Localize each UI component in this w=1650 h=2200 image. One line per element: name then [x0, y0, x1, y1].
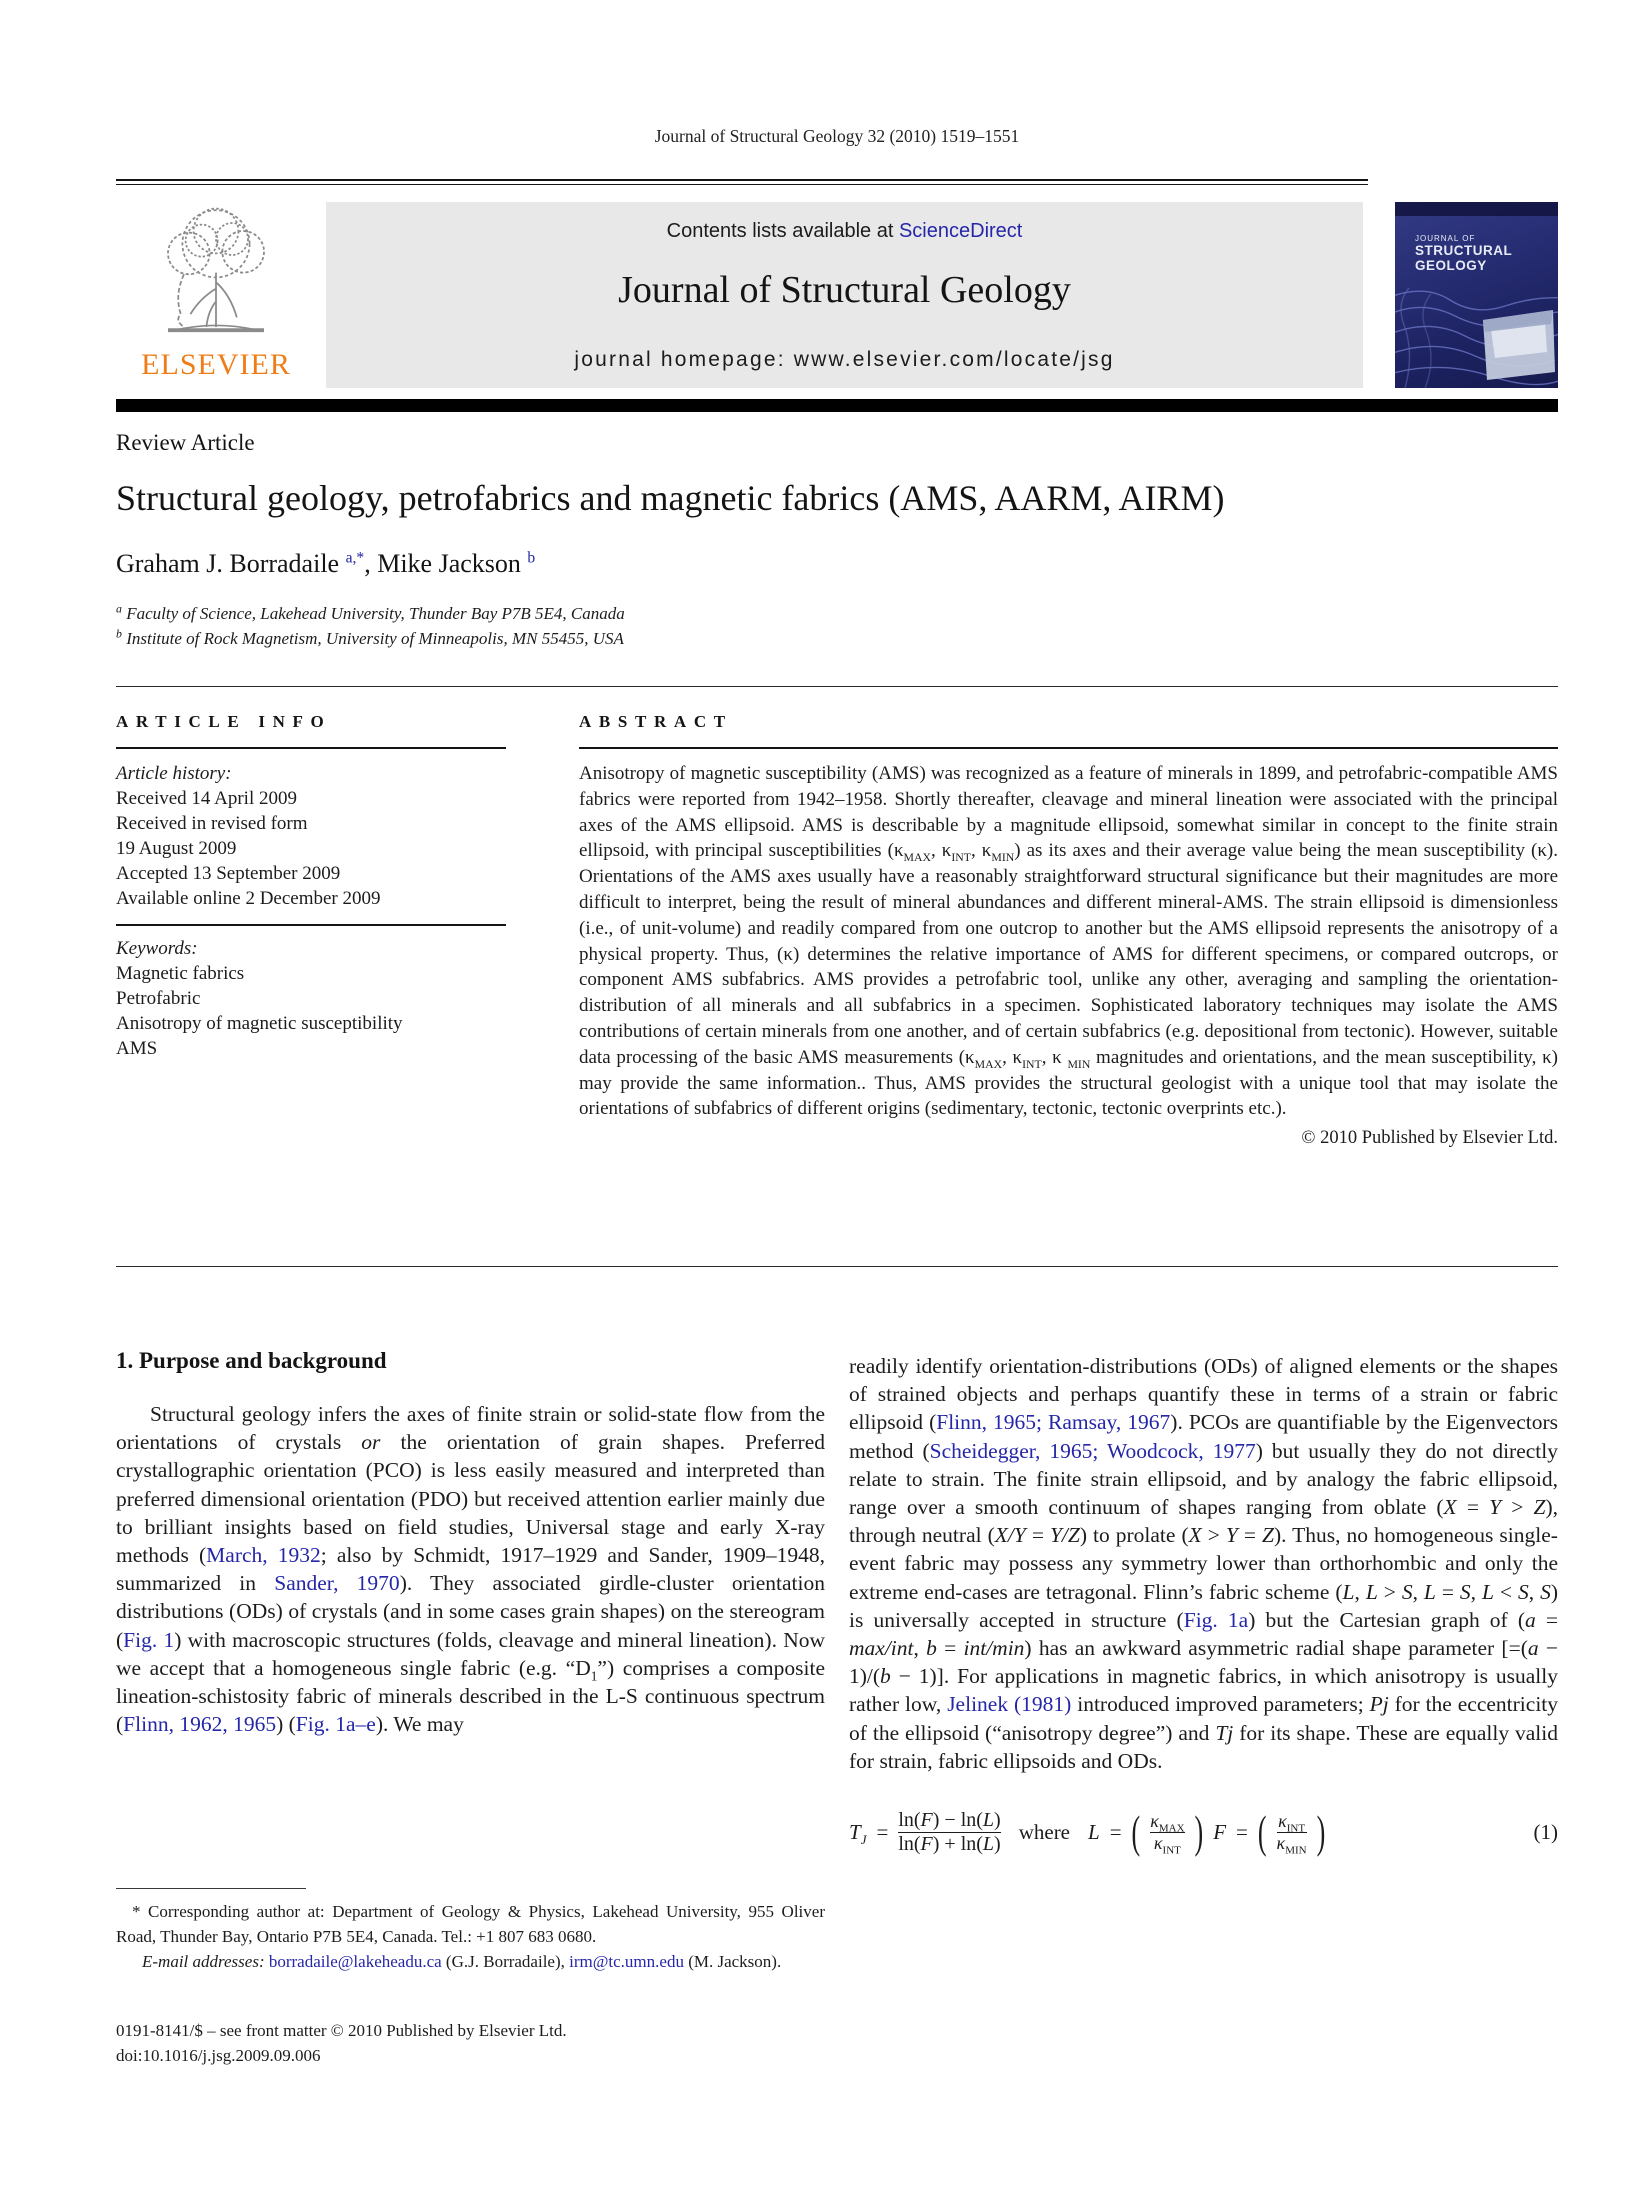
inline-link[interactable]: Fig. 1a–e	[295, 1712, 376, 1737]
left-paren: (	[1131, 1806, 1141, 1858]
elsevier-tree-icon	[136, 202, 296, 340]
inline-link[interactable]: Flinn, 1965; Ramsay, 1967	[936, 1410, 1171, 1435]
history-line: Available online 2 December 2009	[116, 888, 381, 909]
keywords-label: Keywords:	[116, 938, 198, 959]
body-column-left	[116, 1348, 825, 1738]
contents-line: Contents lists available at ScienceDirect	[666, 220, 1023, 242]
section-heading: 1. Purpose and background	[116, 1348, 387, 1373]
def-L-lhs: L	[1088, 1820, 1100, 1845]
equation-1	[849, 1806, 1558, 1858]
body-column-right	[849, 1352, 1558, 1856]
article-info-heading: ARTICLE INFO	[116, 712, 332, 731]
abstract-copyright: © 2010 Published by Elsevier Ltd.	[1301, 1128, 1558, 1149]
inline-link[interactable]: a,*	[345, 549, 365, 567]
sciencedirect-link[interactable]: ScienceDirect	[898, 220, 1023, 242]
elsevier-logo[interactable]	[116, 202, 316, 388]
footnote-rule	[116, 1888, 306, 1889]
keyword-item: Anisotropy of magnetic susceptibility	[116, 1013, 403, 1034]
inline-link[interactable]: March, 1932	[206, 1543, 321, 1568]
abstract-text: Anisotropy of magnetic susceptibility (AMS) was recognized as a feature of minerals in 1899, and petrofabric-compatible AMS fabrics were reported from 1942–1958. Shortly thereafter, cleavage and mineral lineation were associated with the principal axes of the AMS ellipsoid. AMS is describable by a magnitude ellipsoid, somewhat similar in concept to the finite strain ellipsoid, with principal susceptibilities ($\kappa_{MAX}$, $\kappa_{INT}$, $\kappa_{MIN}$) as its axes and their average value being the mean susceptibility (κ). Orientations of the AMS axes usually have a reasonably straightforward structural significance but their magnitudes are more difficult to interpret, being the result of mineral abundances and different mineral-AMS. The strain ellipsoid is dimensionless (i.e., of unit-volume) and readily compared from one outcrop to another but the AMS ellipsoid represents the anisotropy of a physical property. Thus, (κ) determines the relative importance of AMS for different specimens, or compared outcrops, or component AMS subfabrics. AMS provides a petrofabric tool, unlike any other, averaging and sampling the orientation-distribution of all minerals and all subfabrics in a specimen. Sophisticated laboratory techniques may isolate the AMS contributions of certain minerals from one another, and of certain subfabrics (e.g. depositional from tectonic). However, suitable data processing of the basic AMS measurements ($\kappa_{MAX}$, $\kappa_{INT}$, κ $_{MIN}$ magnitudes and orientations, and the mean susceptibility, κ) may provide the same information.. Thus, AMS provides the structural geologist with a unique tool that may isolate the orientations of subfabrics of different origins (sedimentary, tectonic, tectonic overprints etc.).	[579, 763, 1558, 1120]
cover-title: JOURNAL OF STRUCTURAL GEOLOGY	[1415, 234, 1513, 273]
top-double-rule	[116, 179, 1368, 185]
header-divider-bar	[116, 399, 1558, 412]
inline-link[interactable]: Fig. 1	[123, 1627, 175, 1652]
doi-line[interactable]: doi:10.1016/j.jsg.2009.09.006	[116, 2046, 321, 2065]
inline-link[interactable]: Jelinek (1981)	[947, 1692, 1072, 1717]
history-line: Received in revised form	[116, 813, 308, 834]
inline-link[interactable]: Flinn, 1962, 1965	[123, 1712, 277, 1737]
journal-cover-thumbnail[interactable]	[1395, 202, 1558, 388]
kappa-fraction-L: $\frac{\kappa_{MAX}}{\kappa_{INT}}$	[1150, 1811, 1185, 1857]
rule-above-abstract	[116, 686, 1558, 687]
main-fraction: $\frac{\ln(F) - \ln(L)}{\ln(F) + \ln(L)}$	[898, 1809, 1001, 1856]
issn-line: 0191-8141/$ – see front matter © 2010 Published by Elsevier Ltd.	[116, 2021, 567, 2040]
equals-sign: =	[1109, 1820, 1122, 1845]
cover-top-strip	[1395, 202, 1558, 216]
body-paragraph-right: readily identify orientation-distributions (ODs) of aligned elements or the shapes of strained objects and perhaps quantify these in terms of a strain or fabric ellipsoid (Flinn, 1965; Ramsay, 1967). PCOs are quantifiable by the Eigenvectors method (Scheidegger, 1965; Woodcock, 1977) but usually they do not directly relate to strain. The finite strain ellipsoid, and by analogy the fabric ellipsoid, range over a smooth continuum of shapes ranging from oblate (X = Y > Z), through neutral (X/Y = Y/Z) to prolate (X > Y = Z). Thus, no homogeneous single-event fabric may possess any symmetry lower than orthorhombic and only the extreme end-cases are tetragonal. Flinn’s fabric scheme (L, L > S, L = S, L < S, S) is universally accepted in structure (Fig. 1a) but the Cartesian graph of (a = max/int, b = int/min) has an awkward asymmetric radial shape parameter [=(a − 1)/(b − 1)]. For applications in magnetic fabrics, in which anisotropy is usually rather low, Jelinek (1981) introduced improved parameters; Pj for the eccentricity of the ellipsoid (“anisotropy degree”) and Tj for its shape. These are equally valid for strain, fabric ellipsoids and ODs.	[849, 1354, 1559, 1773]
equals-sign: =	[876, 1820, 889, 1845]
footnote-emails: E-mail addresses: borradaile@lakeheadu.ca (G.J. Borradaile), irm@tc.umn.edu (M. Jackson).	[142, 1952, 782, 1971]
history-label: Article history:	[116, 763, 232, 784]
article-title: Structural geology, petrofabrics and magnetic fabrics (AMS, AARM, AIRM)	[116, 478, 1225, 518]
journal-homepage-link[interactable]: journal homepage: www.elsevier.com/locate/jsg	[574, 348, 1115, 371]
article-info-heading-rule	[116, 747, 506, 749]
body-paragraph-left: Structural geology infers the axes of finite strain or solid-state flow from the orientations of crystals or the orientation of grain shapes. Preferred crystallographic orientation (PCO) is less easily measured and interpreted than preferred dimensional orientation (PDO) but received attention earlier mainly due to brilliant insights based on field studies, Universal stage and early X-ray methods (March, 1932; also by Schmidt, 1917–1929 and Sander, 1909–1948, summarized in Sander, 1970). They associated girdle-cluster orientation distributions (ODs) of crystals (and in some cases grain shapes) on the stereogram (Fig. 1) with macroscopic structures (folds, cleavage and mineral lineation). Now we accept that a homogeneous single fabric (e.g. “$D_1$”) comprises a composite lineation-schistosity fabric of minerals described in the L-S continuous spectrum (Flinn, 1962, 1965) (Fig. 1a–e). We may	[116, 1402, 825, 1737]
history-line: Accepted 13 September 2009	[116, 863, 341, 884]
inline-link[interactable]: irm@tc.umn.edu	[569, 1952, 684, 1971]
inline-link[interactable]: Scheidegger, 1965; Woodcock, 1977	[929, 1438, 1256, 1463]
elsevier-wordmark: ELSEVIER	[141, 348, 291, 381]
authors-line: Graham J. Borradaile $^{a,*}$, Mike Jackson $^b$	[116, 549, 536, 578]
corresponding-author-footnote	[116, 1888, 825, 1974]
inline-link[interactable]: borradaile@lakeheadu.ca	[268, 1952, 442, 1971]
right-paren: )	[1316, 1806, 1326, 1858]
affiliation-a: $^a$ Faculty of Science, Lakehead University, Thunder Bay P7B 5E4, Canada	[116, 601, 625, 623]
journal-banner	[326, 202, 1363, 388]
cover-art-pattern	[1395, 202, 1558, 388]
keywords-divider-rule	[116, 924, 506, 926]
footnote-text: * Corresponding author at: Department of Geology & Physics, Lakehead University, 955 Oliver Road, Thunder Bay, Ontario P7B 5E4, Canada. Tel.: +1 807 683 0680.	[116, 1902, 825, 1946]
def-F-lhs: F	[1213, 1820, 1227, 1845]
equation-number: (1)	[1533, 1820, 1558, 1845]
keyword-item: Magnetic fabrics	[116, 963, 245, 984]
left-paren: (	[1257, 1806, 1267, 1858]
journal-header-band	[116, 202, 1558, 388]
equation-lhs: $T_J$	[849, 1820, 867, 1848]
right-paren: )	[1194, 1806, 1204, 1858]
abstract-heading: ABSTRACT	[579, 712, 733, 731]
keyword-item: Petrofabric	[116, 988, 201, 1009]
kappa-fraction-F: $\frac{\kappa_{INT}}{\kappa_{MIN}}$	[1276, 1811, 1307, 1857]
inline-link[interactable]: Sander, 1970	[274, 1571, 400, 1596]
rule-below-abstract	[116, 1266, 1558, 1267]
article-info-section	[116, 712, 506, 1061]
journal-title: Journal of Structural Geology	[618, 269, 1071, 311]
inline-link[interactable]: b	[527, 549, 536, 567]
affiliations	[116, 601, 625, 651]
keyword-item: AMS	[116, 1038, 158, 1059]
abstract-heading-rule	[579, 747, 1558, 749]
article-type-label: Review Article	[116, 430, 255, 455]
affiliation-b: $^b$ Institute of Rock Magnetism, University of Minneapolis, MN 55455, USA	[116, 626, 624, 648]
equals-sign: =	[1236, 1820, 1248, 1845]
imprint-block	[116, 2018, 567, 2068]
running-head-journal-ref: Journal of Structural Geology 32 (2010) 1519–1551	[654, 126, 1020, 146]
inline-link[interactable]: Fig. 1a	[1183, 1607, 1249, 1632]
abstract-section	[579, 712, 1558, 1149]
history-line: Received 14 April 2009	[116, 788, 297, 809]
history-line: 19 August 2009	[116, 838, 237, 859]
where-label: where	[1018, 1820, 1071, 1845]
